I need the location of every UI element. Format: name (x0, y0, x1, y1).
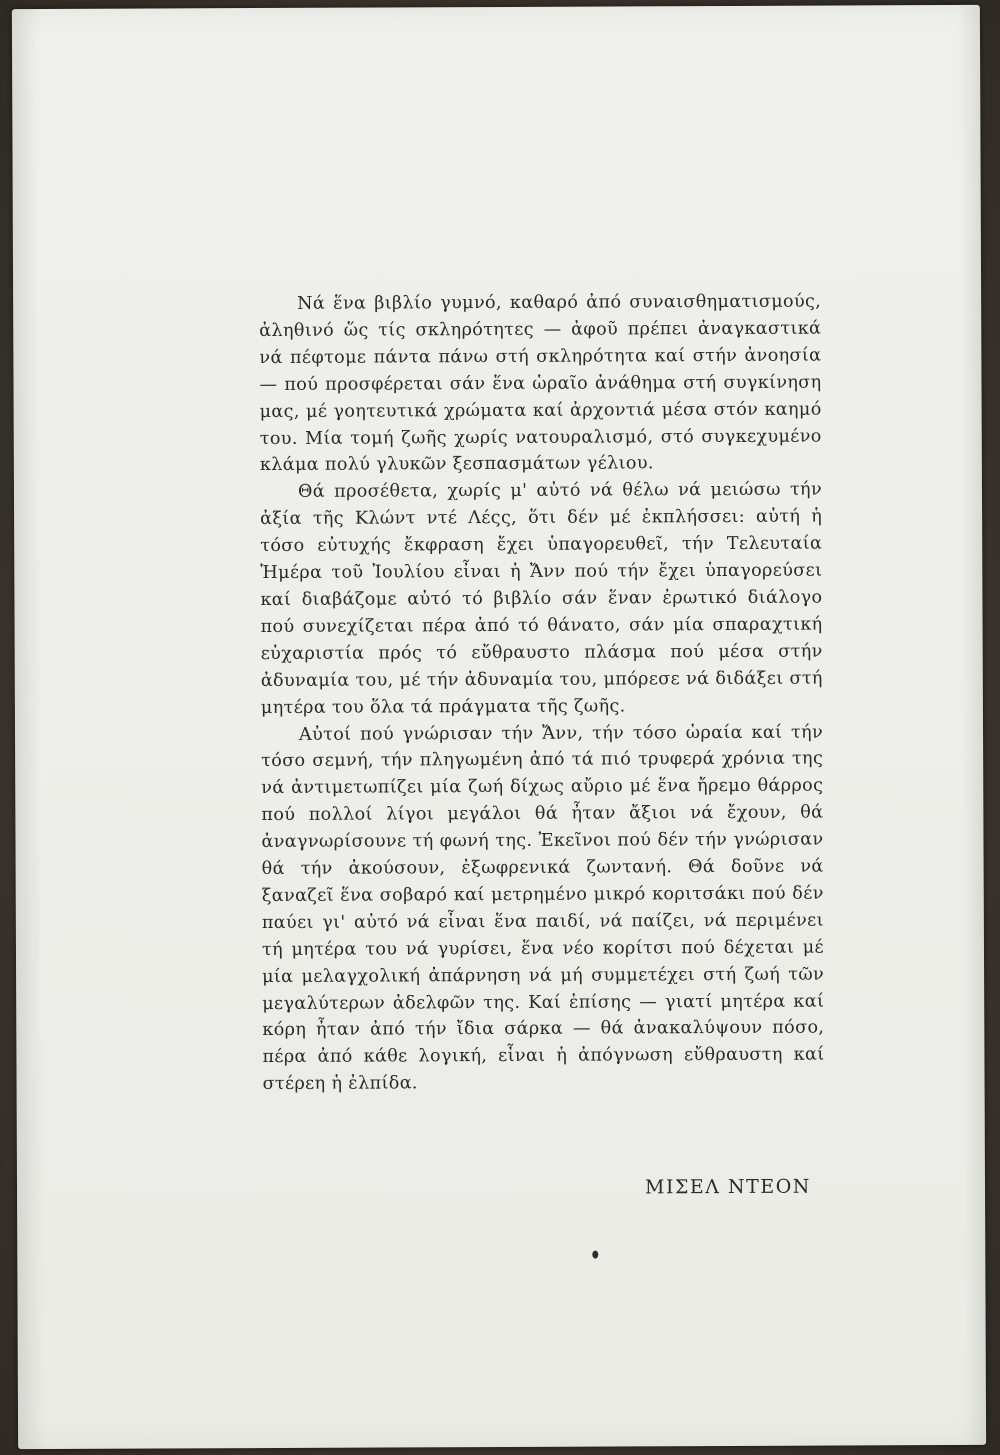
blurb-paragraph-3: Αὐτοί πού γνώρισαν τήν Ἄνν, τήν τόσο ὡραία καί τήν τόσο σεμνή, τήν πληγωμένη ἀπό τά πιό τρυφερά χρόνια της νά ἀντιμετωπίζει μία ζωή δίχως αὔριο μέ ἕνα ἤρεμο θάρρος πού πολλοί λίγοι μεγάλοι θά ἦταν ἄξιοι νά ἔχουν, θά ἀναγνωρίσουνε τή φωνή της. Ἐκεῖνοι πού δέν τήν γνώρισαν θά τήν ἀκούσουν, ἐξωφρενικά ζωντανή. Θά δοῦνε νά ξαναζεῖ ἕνα σοβαρό καί μετρημένο μικρό κοριτσάκι πού δέν παύει γι' αὐτό νά εἶναι ἕνα παιδί, νά παίζει, νά περιμένει τή μητέρα του νά γυρίσει, ἕνα νέο κορίτσι πού δέχεται μέ μία μελαγχολική ἀπάρνηση νά μή συμμετέχει στή ζωή τῶν μεγαλύτερων ἀδελφῶν της. Καί ἐπίσης — γιατί μητέρα καί κόρη ἦταν ἀπό τήν ἴδια σάρκα — θά ἀνακαλύψουν πόσο, πέρα ἀπό κάθε λογική, εἶναι ἡ ἀπόγνωση εὔθραυστη καί στέρεη ἡ ἐλπίδα. (261, 722, 825, 1095)
author-signature: ΜΙΣΕΛ ΝΤΕΟΝ (644, 1175, 811, 1199)
cover-edge-shadow-left (12, 9, 46, 1449)
blurb-paragraph-1: Νά ἕνα βιβλίο γυμνό, καθαρό ἀπό συναισθηματισμούς, ἀληθινό ὥς τίς σκληρότητες — ἀφοῦ πρέπει ἀναγκαστικά νά πέφτομε πάντα πάνω στή σκληρότητα καί στήν ἀνοησία — πού προσφέρεται σάν ἕνα ὡραῖο ἀνάθημα στή συγκίνηση μας, μέ γοητευτικά χρώματα καί ἀρχοντιά μέσα στόν καημό του. Μία τομή ζωῆς χωρίς νατουραλισμό, στό συγκεχυμένο κλάμα πολύ γλυκῶν ξεσπασμάτων γέλιου. (259, 291, 822, 476)
blurb-text (259, 289, 825, 1099)
blurb-paragraph-2: Θά προσέθετα, χωρίς μ' αὐτό νά θέλω νά μειώσω τήν ἀξία τῆς Κλώντ ντέ Λέςς, ὅτι δέν μέ ἐκπλήσσει: αὐτή ἡ τόσο εὐτυχής ἔκφραση ἔχει ὑπαγορευθεῖ, τήν Τελευταία Ἡμέρα τοῦ Ἰουλίου εἶναι ἡ Ἄνν πού τήν ἔχει ὑπαγορεύσει καί διαβάζομε αὐτό τό βιβλίο σάν ἕναν ἐρωτικό διάλογο πού συνεχίζεται πέρα ἀπό τό θάνατο, σάν μία σπαραχτική εὐχαριστία πρός τό εὔθραυστο πλάσμα πού μέσα στήν ἀδυναμία του, μέ τήν ἀδυναμία του, μπόρεσε νά διδάξει στή μητέρα του ὅλα τά πράγματα τῆς ζωῆς. (260, 479, 823, 718)
ink-speck (592, 1251, 598, 1259)
book-back-cover (12, 5, 986, 1449)
